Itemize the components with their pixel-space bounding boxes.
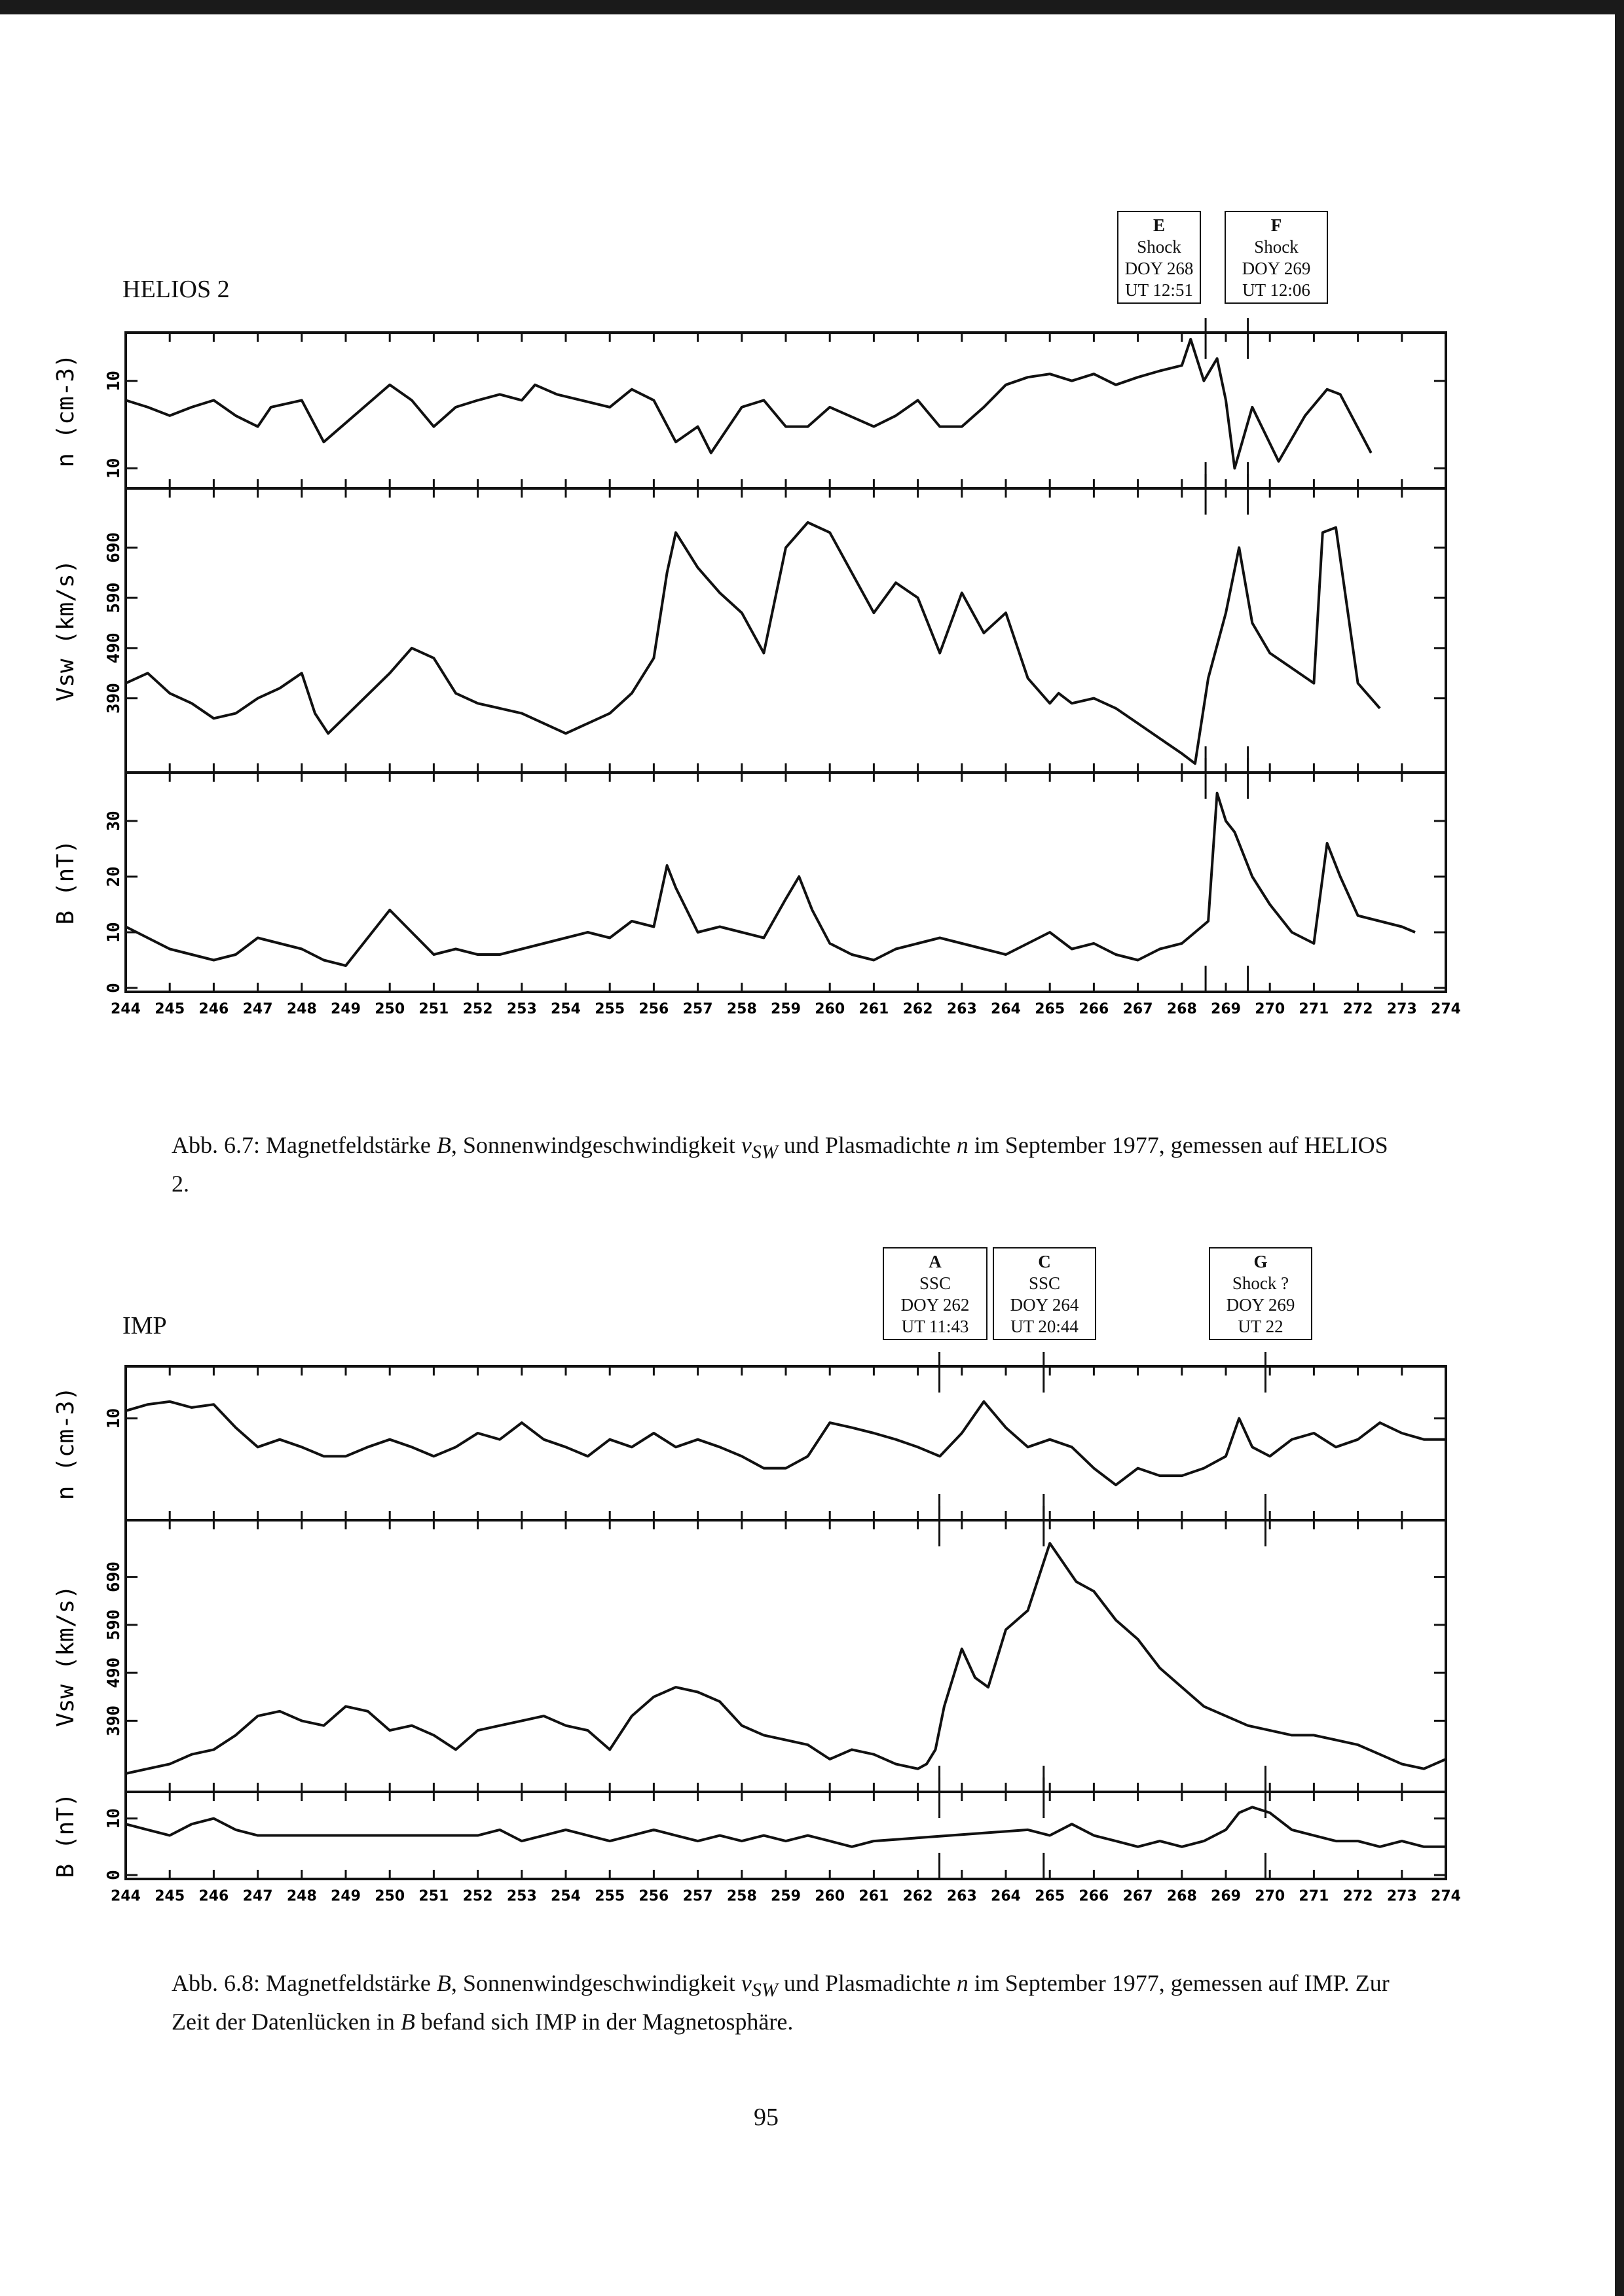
figure-label: HELIOS 2	[122, 276, 230, 303]
x-tick-label: 258	[726, 1001, 757, 1017]
x-tick-label: 270	[1255, 1888, 1285, 1904]
event-letter: C	[1038, 1252, 1051, 1271]
x-tick-label: 247	[242, 1001, 273, 1017]
x-tick-label: 270	[1255, 1001, 1285, 1017]
event-doy: DOY 269	[1242, 259, 1311, 278]
x-tick-label: 274	[1431, 1888, 1461, 1904]
x-tick-label: 265	[1035, 1001, 1065, 1017]
x-tick-label: 269	[1211, 1888, 1241, 1904]
panel-frame	[126, 1520, 1446, 1792]
x-tick-label: 266	[1079, 1001, 1109, 1017]
x-tick-label: 269	[1211, 1001, 1241, 1017]
x-tick-label: 246	[198, 1001, 229, 1017]
event-type: SSC	[1028, 1273, 1061, 1293]
y-tick-label: 590	[104, 582, 124, 613]
x-tick-label: 256	[638, 1888, 669, 1904]
x-tick-label: 257	[682, 1001, 713, 1017]
x-tick-label: 259	[771, 1001, 801, 1017]
event-type: Shock	[1254, 237, 1299, 257]
event-doy: DOY 262	[900, 1295, 970, 1315]
y-axis-label: Vsw (km/s)	[52, 559, 79, 702]
event-ut: UT 22	[1238, 1317, 1283, 1336]
x-tick-label: 267	[1122, 1001, 1153, 1017]
event-letter: F	[1270, 215, 1282, 235]
x-tick-label: 268	[1166, 1001, 1197, 1017]
x-tick-label: 257	[682, 1888, 713, 1904]
y-tick-label: 690	[104, 532, 124, 563]
x-tick-label: 272	[1342, 1001, 1373, 1017]
panel-frame	[126, 1366, 1446, 1520]
y-tick-label: 390	[104, 1705, 124, 1736]
x-tick-label: 264	[991, 1001, 1021, 1017]
x-tick-label: 264	[991, 1888, 1021, 1904]
y-tick-label: 10	[104, 458, 124, 479]
x-tick-label: 246	[198, 1888, 229, 1904]
y-tick-label: 490	[104, 1657, 124, 1688]
x-tick-label: 251	[418, 1001, 449, 1017]
y-tick-label: 0	[104, 983, 124, 993]
x-tick-label: 248	[286, 1888, 317, 1904]
x-tick-label: 253	[506, 1001, 537, 1017]
x-tick-label: 250	[375, 1001, 405, 1017]
x-tick-label: 268	[1166, 1888, 1197, 1904]
x-tick-label: 263	[946, 1001, 977, 1017]
event-letter: G	[1253, 1252, 1268, 1271]
x-tick-label: 252	[462, 1001, 493, 1017]
event-doy: DOY 268	[1124, 259, 1194, 278]
x-tick-label: 250	[375, 1888, 405, 1904]
y-tick-label: 30	[104, 811, 124, 831]
data-series-line	[126, 1807, 1446, 1847]
x-tick-label: 255	[595, 1888, 625, 1904]
event-type: Shock	[1137, 237, 1181, 257]
x-tick-label: 263	[946, 1888, 977, 1904]
y-tick-label: 20	[104, 866, 124, 887]
x-tick-label: 262	[902, 1001, 933, 1017]
caption-6-7: Abb. 6.7: Magnetfeldstärke B, Sonnenwindgeschwindigkeit $v_{SW}$ und Plasmadichte n im September 1977, gemessen auf HELIOS 2.	[172, 1132, 1388, 1197]
data-series-line	[126, 1402, 1446, 1485]
y-axis-label: B (nT)	[52, 1793, 79, 1878]
event-ut: UT 12:51	[1125, 280, 1193, 300]
y-axis-label: B (nT)	[52, 839, 79, 925]
x-tick-label: 266	[1079, 1888, 1109, 1904]
y-axis-label: Vsw (km/s)	[52, 1585, 79, 1727]
x-tick-label: 261	[858, 1001, 889, 1017]
y-tick-label: 10	[104, 371, 124, 392]
x-tick-label: 248	[286, 1001, 317, 1017]
x-tick-label: 261	[858, 1888, 889, 1904]
x-tick-label: 265	[1035, 1888, 1065, 1904]
y-tick-label: 10	[104, 1808, 124, 1829]
x-tick-label: 247	[242, 1888, 273, 1904]
x-tick-label: 272	[1342, 1888, 1373, 1904]
x-tick-label: 260	[815, 1001, 845, 1017]
x-tick-label: 255	[595, 1001, 625, 1017]
caption-6-8: Abb. 6.8: Magnetfeldstärke B, Sonnenwindgeschwindigkeit $v_{SW}$ und Plasmadichte n im September 1977, gemessen auf IMP. Zur Zeit der Datenlücken in B befand sich IMP in der Magnetosphäre.	[172, 1970, 1390, 2035]
y-tick-label: 390	[104, 683, 124, 714]
y-tick-label: 10	[104, 922, 124, 943]
page-number: 95	[754, 2104, 779, 2131]
x-tick-label: 245	[155, 1888, 185, 1904]
x-tick-label: 273	[1386, 1001, 1417, 1017]
event-type: SSC	[919, 1273, 951, 1293]
x-tick-label: 244	[111, 1001, 141, 1017]
x-tick-label: 256	[638, 1001, 669, 1017]
x-tick-label: 260	[815, 1888, 845, 1904]
event-doy: DOY 264	[1010, 1295, 1079, 1315]
x-tick-label: 258	[726, 1888, 757, 1904]
x-tick-label: 249	[331, 1001, 361, 1017]
y-tick-label: 10	[104, 1408, 124, 1429]
y-axis-label: n (cm-3)	[52, 354, 79, 467]
event-doy: DOY 269	[1226, 1295, 1295, 1315]
figure-label: IMP	[122, 1312, 167, 1339]
x-tick-label: 271	[1299, 1888, 1329, 1904]
x-tick-label: 254	[551, 1888, 581, 1904]
data-series-line	[126, 1543, 1446, 1774]
y-tick-label: 590	[104, 1609, 124, 1641]
x-tick-label: 249	[331, 1888, 361, 1904]
x-tick-label: 273	[1386, 1888, 1417, 1904]
event-type: Shock ?	[1232, 1273, 1289, 1293]
event-ut: UT 20:44	[1010, 1317, 1079, 1336]
event-ut: UT 11:43	[901, 1317, 969, 1336]
x-tick-label: 253	[506, 1888, 537, 1904]
y-axis-label: n (cm-3)	[52, 1386, 79, 1501]
y-tick-label: 490	[104, 632, 124, 664]
event-letter: E	[1153, 215, 1165, 235]
x-tick-label: 271	[1299, 1001, 1329, 1017]
event-letter: A	[929, 1252, 942, 1271]
x-tick-label: 245	[155, 1001, 185, 1017]
x-tick-label: 259	[771, 1888, 801, 1904]
x-tick-label: 251	[418, 1888, 449, 1904]
y-tick-label: 0	[104, 1870, 124, 1880]
x-tick-label: 244	[111, 1888, 141, 1904]
x-tick-label: 274	[1431, 1001, 1461, 1017]
x-tick-label: 267	[1122, 1888, 1153, 1904]
y-tick-label: 690	[104, 1561, 124, 1593]
x-tick-label: 262	[902, 1888, 933, 1904]
x-tick-label: 252	[462, 1888, 493, 1904]
event-ut: UT 12:06	[1242, 280, 1310, 300]
x-tick-label: 254	[551, 1001, 581, 1017]
